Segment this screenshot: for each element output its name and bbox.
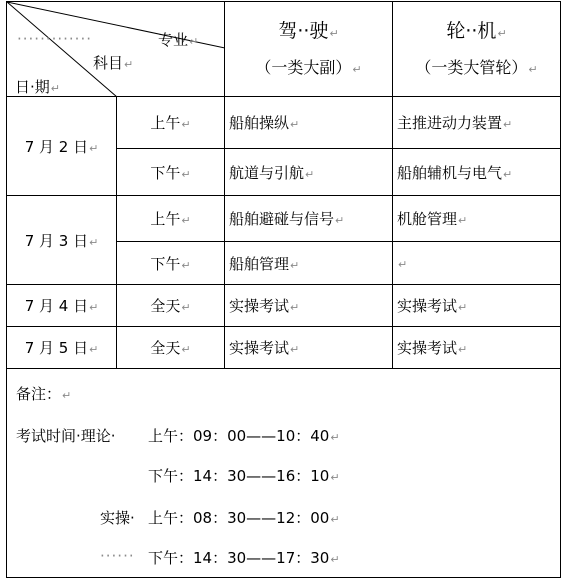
engine-subject-cell: 实操考试↵ xyxy=(393,285,561,327)
notes-theory-prefix: 考试时间·理论· xyxy=(16,427,116,445)
header-specialty-label: 专业↵ xyxy=(158,31,199,49)
deck-subject-cell: 船舶操纵↵ xyxy=(225,97,393,149)
table-row xyxy=(7,196,561,242)
date-cell: 7 月 3 日↵ xyxy=(7,196,117,285)
time-cell: 上午↵ xyxy=(117,97,225,149)
time-cell: 全天↵ xyxy=(117,327,225,369)
engine-subject-cell: ↵ xyxy=(393,242,561,285)
date-cell: 7 月 4 日↵ xyxy=(7,285,117,327)
notes-cell xyxy=(7,369,561,578)
engine-subtitle: （一类大管轮）↵ xyxy=(415,57,538,77)
deck-subject-cell: 航道与引航↵ xyxy=(225,149,393,196)
deck-subject-cell: 实操考试↵ xyxy=(225,327,393,369)
header-col-deck xyxy=(225,2,393,97)
table-header-row xyxy=(7,2,561,97)
header-subject-label: 科目↵ xyxy=(93,54,134,72)
notes-row xyxy=(7,369,561,578)
notes-heading: 备注：↵ xyxy=(16,385,72,403)
notes-practical-am: 上午：08：30——12：00↵ xyxy=(148,509,340,527)
time-cell: 下午↵ xyxy=(117,149,225,196)
time-cell: 下午↵ xyxy=(117,242,225,285)
notes-theory-pm: 下午：14：30——16：10↵ xyxy=(148,467,340,485)
engine-subject-cell: 主推进动力装置↵ xyxy=(393,97,561,149)
engine-title: 轮··机↵ xyxy=(446,19,507,42)
deck-subject-cell: 船舶管理↵ xyxy=(225,242,393,285)
time-cell: 全天↵ xyxy=(117,285,225,327)
time-cell: 上午↵ xyxy=(117,196,225,242)
deck-subject-cell: 实操考试↵ xyxy=(225,285,393,327)
engine-subject-cell: 机舱管理↵ xyxy=(393,196,561,242)
table-row xyxy=(7,327,561,369)
exam-schedule-document xyxy=(6,1,560,581)
notes-practical-pm: 下午：14：30——17：30↵ xyxy=(148,549,340,567)
engine-subject-cell: 实操考试↵ xyxy=(393,327,561,369)
diagonal-dotted-leader: ············· xyxy=(17,30,92,48)
date-cell: 7 月 2 日↵ xyxy=(7,97,117,196)
exam-schedule-table xyxy=(6,1,561,578)
header-col-engine xyxy=(393,2,561,97)
deck-subject-cell: 船舶避碰与信号↵ xyxy=(225,196,393,242)
notes-dotted-leader: ······ xyxy=(100,547,135,565)
engine-subject-cell: 船舶辅机与电气↵ xyxy=(393,149,561,196)
table-row xyxy=(7,285,561,327)
date-cell: 7 月 5 日↵ xyxy=(7,327,117,369)
table-row xyxy=(7,97,561,149)
header-date-label: 日·期↵ xyxy=(15,78,60,96)
deck-title: 驾··驶↵ xyxy=(278,19,339,42)
diagonal-header-cell xyxy=(7,2,225,97)
deck-subtitle: （一类大副）↵ xyxy=(255,57,362,77)
notes-practical-prefix: 实操· xyxy=(100,509,135,527)
notes-theory-am: 上午：09：00——10：40↵ xyxy=(148,427,340,445)
